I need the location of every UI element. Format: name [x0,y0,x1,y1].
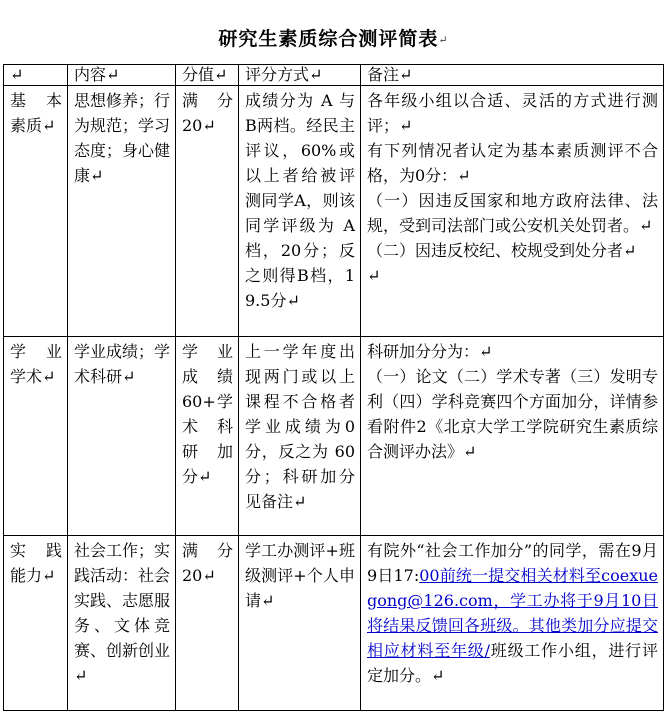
content-cell: 学业成绩；学术科研↵ [68,337,176,536]
submission-link[interactable]: 00前统一提交相关材料至coexuegong@126.com，学工办将于9月10日将结果反馈回各班级。其他类加分应提交相应材料至年级/ [367,566,658,660]
note-text: 班级工作小组，进行评定加分。↵ [367,641,658,685]
content-cell: 社会工作；实践活动：社会实践、志愿服务、文体竞赛、创新创业↵ [68,536,176,711]
header-cell-method: 评分方式↵ [239,65,361,86]
note-text: 有院外“社会工作加分”的同学，需在9月9日17: [367,541,658,585]
table-row [4,86,664,337]
header-cell-empty: ↵ [4,65,68,86]
score-cell: 满 分 20↵ [176,86,239,337]
category-cell: 实 践 能力↵ [4,536,68,711]
table-header-row [4,65,664,86]
notes-cell [361,86,664,337]
table-row [4,337,664,536]
method-cell: 上一学年度出现两门或以上课程不合格者学业成绩为0分，反之为 60 分；科研加分见备注↵ [239,337,361,536]
note-line: 有下列情况者认定为基本素质测评不合格，为0分：↵ [367,141,658,185]
table-row [4,536,664,711]
note-line: （一）论文（二）学术专著（三）发明专利（四）学科竞赛四个方面加分，详情参看附件2《北京大学工学院研究生素质综合测评办法》↵ [367,367,658,461]
evaluation-table [3,64,664,711]
note-line: （二）因违反校纪、校规受到处分者↵ [367,241,637,260]
document-title-text: 研究生素质综合测评简表 [218,28,439,50]
header-cell-score: 分值↵ [176,65,239,86]
note-line: 各年级小组以合适、灵活的方式进行测评；↵ [367,91,658,135]
category-cell: 基 本 素质↵ [4,86,68,337]
header-cell-content: 内容↵ [68,65,176,86]
note-line: （一）因违反国家和地方政府法律、法规，受到司法部门或公安机关处罚者。↵ [367,191,658,235]
score-cell: 学 业 成 绩 60+学 术 科 研 加 分↵ [176,337,239,536]
method-cell: 学工办测评+班级测评+个人申请↵ [239,536,361,711]
document-title [0,24,667,51]
content-cell: 思想修养；行为规范；学习态度；身心健康↵ [68,86,176,337]
notes-cell [361,536,664,711]
score-cell: 满 分 20↵ [176,536,239,711]
paragraph-mark: ↵ [438,33,449,47]
category-cell: 学 业 学术↵ [4,337,68,536]
note-line: ↵ [367,266,381,285]
method-cell: 成绩分为 A 与B两档。经民主评议，60%或以上者给被评测同学A，则该同学评级为 A 档，20分；反之则得B档，19.5分↵ [239,86,361,337]
notes-cell [361,337,664,536]
header-cell-notes: 备注↵ [361,65,664,86]
note-line: 科研加分分为：↵ [367,342,493,361]
